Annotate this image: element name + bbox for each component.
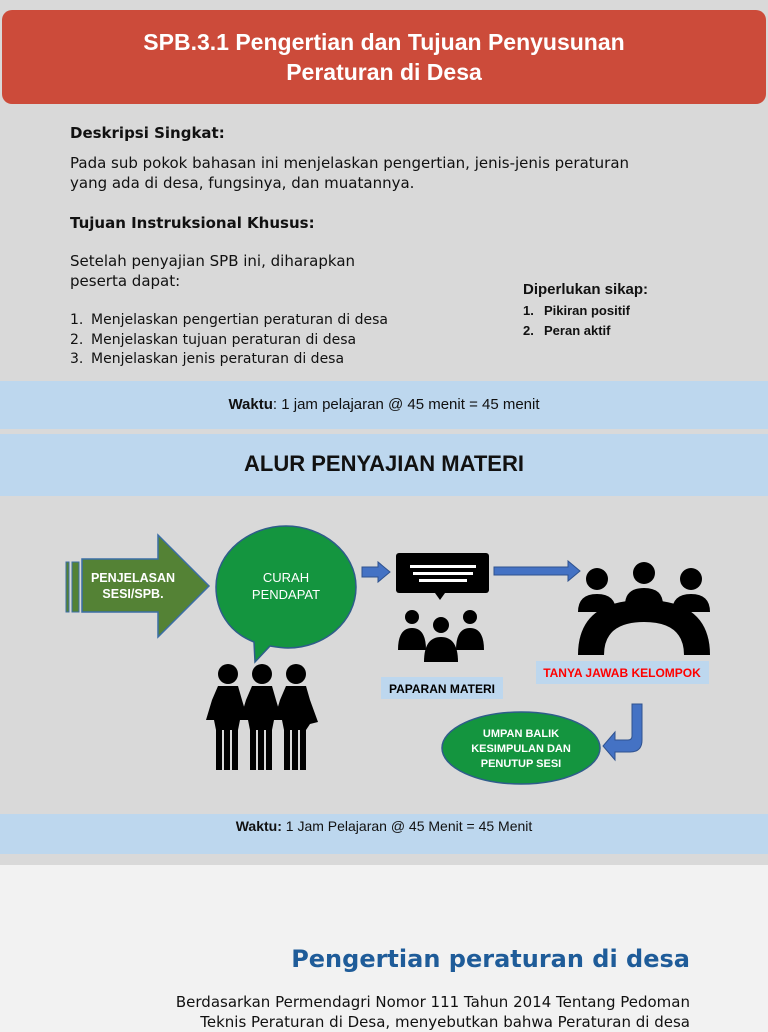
- return-arrow: [603, 704, 642, 760]
- deskripsi-line1: Pada sub pokok bahasan ini menjelaskan pengertian, jenis-jenis peraturan: [70, 154, 630, 172]
- waktu-label: Waktu: [228, 396, 273, 413]
- slide-title-line1: SPB.3.1 Pengertian dan Tujuan Penyusunan: [143, 29, 625, 55]
- tujuan-intro-line2: peserta dapat:: [70, 272, 181, 290]
- umpan-line1: UMPAN BALIK: [482, 728, 560, 740]
- waktu2-label: Waktu:: [235, 818, 282, 834]
- slide-header: [2, 10, 766, 104]
- paparan-text: PAPARAN MATERI: [389, 682, 495, 696]
- tujuan-item: [70, 311, 388, 331]
- sikap-item: [523, 301, 648, 321]
- flow-diagram: [0, 496, 768, 814]
- umpan-line3: PENUTUP SESI: [480, 758, 562, 770]
- waktu-band-2: [0, 814, 768, 854]
- tujuan-item: [70, 350, 388, 370]
- waktu-text: : 1 jam pelajaran @ 45 menit = 45 menit: [272, 396, 540, 413]
- list-number: 1.: [70, 312, 84, 328]
- umpan-balik-ellipse: [442, 712, 600, 784]
- tujuan-list: [70, 311, 388, 370]
- curah-line1: CURAH: [262, 570, 310, 585]
- list-text: Pikiran positif: [544, 303, 630, 318]
- tanya-jawab-text: TANYA JAWAB KELOMPOK: [543, 666, 701, 680]
- tujuan-intro-line1: Setelah penyajian SPB ini, diharapkan: [70, 252, 356, 270]
- waktu2-text: 1 Jam Pelajaran @ 45 Menit = 45 Menit: [281, 818, 533, 834]
- list-number: 2.: [70, 331, 84, 348]
- meeting-icon: [578, 562, 710, 655]
- section-title: Pengertian peraturan di desa: [291, 945, 690, 973]
- curah-line2: PENDAPAT: [251, 587, 321, 602]
- list-text: Menjelaskan pengertian peraturan di desa: [91, 312, 388, 328]
- sikap-list: [523, 301, 648, 340]
- list-text: Peran aktif: [544, 322, 611, 338]
- list-number: 1.: [523, 303, 534, 318]
- slide-title-line2: Peraturan di Desa: [286, 59, 482, 85]
- tujuan-heading: Tujuan Instruksional Khusus:: [70, 214, 315, 232]
- list-number: 3.: [70, 351, 84, 367]
- flow-arrow-2: [494, 561, 580, 581]
- curah-pendapat-bubble: [216, 526, 356, 662]
- section-line2: Teknis Peraturan di Desa, menyebutkan bahwa Peraturan di desa: [200, 1013, 690, 1031]
- group-women-icon: [206, 664, 318, 770]
- alur-title: ALUR PENYAJIAN MATERI: [0, 434, 768, 496]
- umpan-line2: KESIMPULAN DAN: [471, 743, 571, 755]
- sikap-heading: Diperlukan sikap:: [523, 281, 649, 298]
- section-paragraph: [100, 992, 690, 1032]
- deskripsi-line2: yang ada di desa, fungsinya, dan muatannya.: [70, 174, 415, 192]
- list-text: Menjelaskan jenis peraturan di desa: [91, 351, 345, 367]
- sikap-item: [523, 321, 648, 341]
- flow-arrow-1: [362, 562, 390, 582]
- tujuan-item: [70, 331, 388, 351]
- list-text: Menjelaskan tujuan peraturan di desa: [91, 331, 357, 348]
- presentation-icon: [396, 553, 489, 662]
- deskripsi-heading: Deskripsi Singkat:: [70, 124, 225, 142]
- tanya-jawab-label: [536, 661, 709, 684]
- penjelasan-line2: SESI/SPB.: [102, 587, 164, 601]
- waktu-band: [0, 381, 768, 429]
- section-line1: Berdasarkan Permendagri Nomor 111 Tahun 2014 Tentang Pedoman: [175, 993, 690, 1011]
- list-number: 2.: [523, 322, 534, 338]
- paparan-label: [381, 677, 503, 699]
- sikap-box: [523, 280, 648, 340]
- penjelasan-arrow: [66, 535, 209, 637]
- penjelasan-line1: PENJELASAN: [90, 571, 176, 585]
